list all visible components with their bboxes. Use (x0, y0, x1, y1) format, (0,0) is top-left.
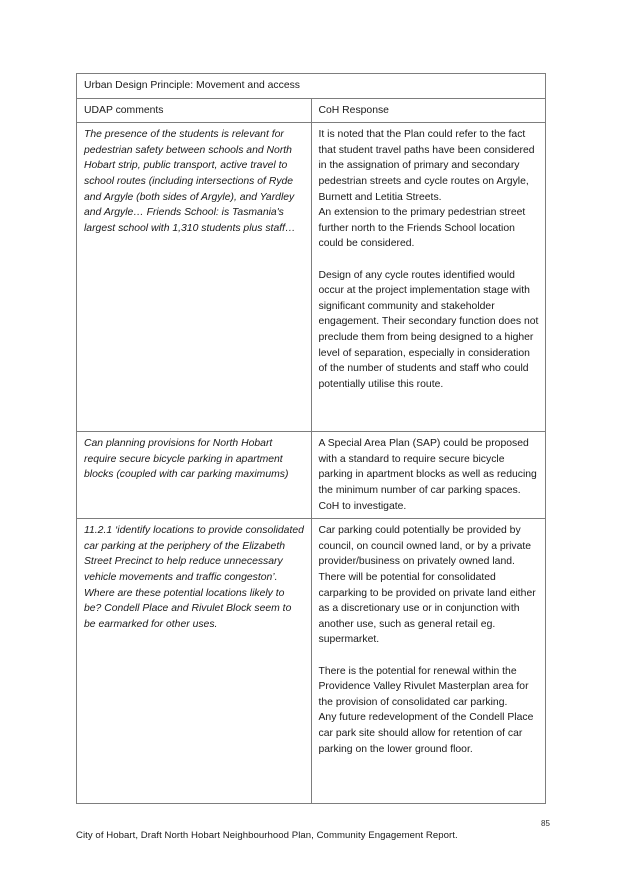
udap-comment-cell (77, 519, 312, 804)
table-row (77, 123, 546, 432)
response-paragraph: Any future redevelopment of the Condell Place car park site should allow for retention of car parking on the lower ground floor. (318, 712, 534, 755)
table-title-cell: Urban Design Principle: Movement and access (77, 74, 546, 99)
coh-response-cell (311, 432, 546, 519)
paragraph-spacer (319, 252, 540, 268)
response-paragraph: There will be potential for consolidated carparking to be provided on private land either as a discretionary use or in conjunction with another use, such as general retail eg. supermarket. (318, 571, 536, 646)
udap-comment-cell (77, 123, 312, 432)
table-title-row (77, 74, 546, 99)
table-row (77, 519, 546, 804)
response-paragraph: Car parking could potentially be provided by council, on council owned land, or by a private provider/business on privately owned land. (318, 525, 532, 568)
comment-text: Can planning provisions for North Hobart require secure bicycle parking in apartment blocks (coupled with car parking maximums) (84, 438, 289, 481)
table-header-row (77, 98, 546, 123)
paragraph-spacer (319, 648, 540, 664)
udap-comment-cell (77, 432, 312, 519)
coh-response-cell (311, 123, 546, 432)
coh-response-cell (311, 519, 546, 804)
table-row (77, 432, 546, 519)
response-paragraph: An extension to the primary pedestrian street further north to the Friends School location could be considered. (318, 207, 526, 250)
udap-response-table (76, 73, 546, 804)
response-paragraph: A Special Area Plan (SAP) could be proposed with a standard to require secure bicycle parking in apartment blocks as well as reducing the minimum number of car parking spaces. CoH to investigate. (318, 438, 537, 512)
column-header-coh-response: CoH Response (311, 98, 546, 123)
comment-text: 11.2.1 ‘identify locations to provide consolidated car parking at the periphery of the Elizabeth Street Precinct to help reduce unnecessary vehicle movements and traffic congeston’. Where are these potential locations likely to be? Condell Place and Rivulet Block seem to be earmarked for other uses. (84, 525, 304, 630)
page-number: 85 (541, 819, 550, 828)
column-header-udap-comments: UDAP comments (77, 98, 312, 123)
response-paragraph: There is the potential for renewal within the Providence Valley Rivulet Masterplan area for the provision of consolidated car parking. (318, 665, 529, 708)
comment-text: The presence of the students is relevant for pedestrian safety between schools and North Hobart strip, public transport, active travel to school routes (including intersections of Ryde and Argyle (both sides of Argyle), and Yardley and Argyle… Friends School: is Tasmania's largest school with 1,310 students plus staff… (84, 129, 296, 234)
document-footer: City of Hobart, Draft North Hobart Neighbourhood Plan, Community Engagement Report. (76, 830, 458, 841)
response-paragraph: It is noted that the Plan could refer to the fact that student travel paths have been considered in the assignation of primary and secondary pedestrian streets and cycle routes on Argyle, Burnett and Letitia Streets. (318, 129, 535, 203)
response-paragraph: Design of any cycle routes identified would occur at the project implementation stage with significant community and stakeholder engagement. Their secondary function does not preclude them from being designed to a higher level of separation, especially in consideration of the number of students and staff who could potentially utilise this route. (318, 269, 539, 390)
